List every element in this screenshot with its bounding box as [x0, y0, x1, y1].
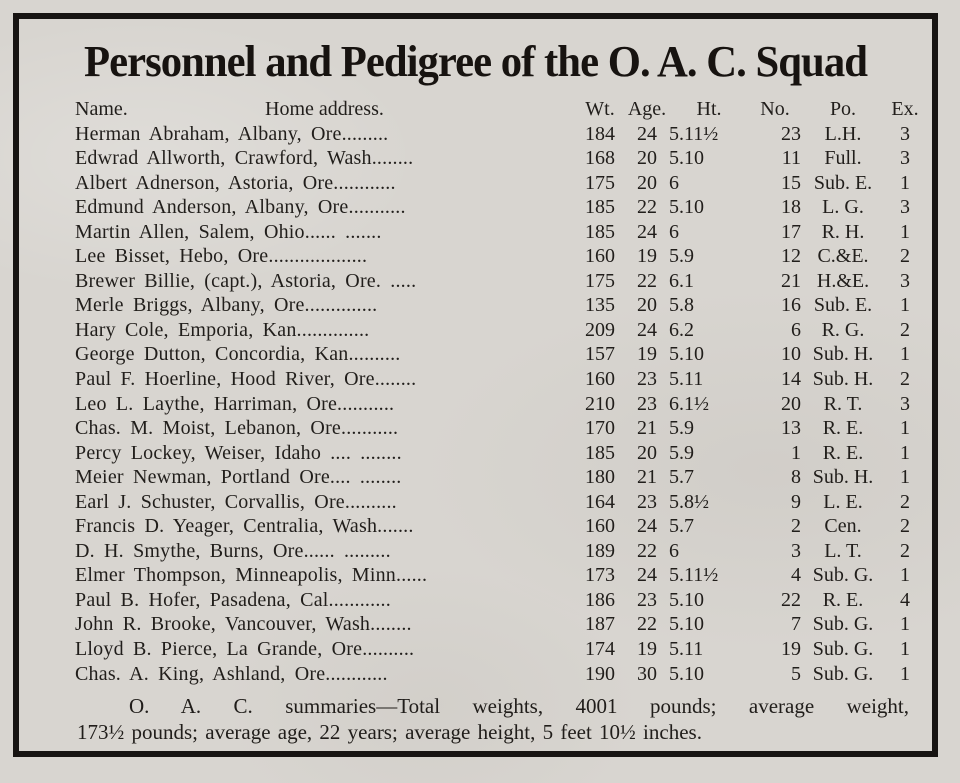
cell-experience: 3	[900, 147, 910, 170]
cell-number: 13	[781, 417, 801, 440]
cell-age: 23	[637, 368, 657, 391]
cell-weight: 160	[585, 245, 615, 268]
cell-height: 5.11½	[669, 122, 719, 145]
cell-number: 14	[781, 368, 801, 391]
cell-weight: 185	[585, 220, 615, 243]
cell-experience: 2	[900, 318, 910, 341]
cell-position: L. G.	[822, 196, 864, 219]
table-row	[75, 416, 925, 441]
cell-name-address: George Dutton, Concordia, Kan..........	[75, 343, 401, 366]
cell-position: R. E.	[822, 588, 864, 611]
cell-name-address: Paul F. Hoerline, Hood River, Ore........	[75, 368, 417, 391]
cell-name-address: Hary Cole, Emporia, Kan..............	[75, 318, 370, 341]
cell-weight: 160	[585, 368, 615, 391]
cell-age: 23	[637, 392, 657, 415]
table-row	[75, 514, 925, 539]
summary-line-1: O. A. C. summaries—Total weights, 4001 pounds; average weight,	[129, 694, 909, 719]
summary-paragraph	[77, 693, 909, 745]
cell-number: 15	[781, 171, 801, 194]
cell-number: 6	[791, 318, 801, 341]
cell-name-address: Meier Newman, Portland Ore.... ........	[75, 466, 402, 489]
cell-age: 20	[637, 171, 657, 194]
table-row	[75, 195, 925, 220]
cell-name-address: Percy Lockey, Weiser, Idaho .... ........	[75, 441, 402, 464]
squad-table-header	[75, 97, 925, 122]
cell-age: 30	[637, 662, 657, 685]
cell-position: Cen.	[824, 515, 862, 538]
header-age: Age.	[627, 98, 667, 120]
cell-age: 23	[637, 588, 657, 611]
cell-height: 5.8	[669, 294, 694, 317]
cell-weight: 157	[585, 343, 615, 366]
cell-age: 22	[637, 539, 657, 562]
cell-height: 5.10	[669, 662, 704, 685]
cell-weight: 189	[585, 539, 615, 562]
cell-experience: 2	[900, 490, 910, 513]
cell-age: 20	[637, 294, 657, 317]
header-name-address	[75, 97, 575, 122]
cell-position: L.H.	[824, 122, 862, 145]
cell-weight: 180	[585, 466, 615, 489]
table-row	[75, 171, 925, 196]
cell-height: 6.2	[669, 318, 694, 341]
cell-height: 5.7	[669, 466, 694, 489]
cell-weight: 160	[585, 515, 615, 538]
cell-position: C.&E.	[817, 245, 869, 268]
cell-weight: 190	[585, 662, 615, 685]
header-number: No.	[760, 98, 790, 120]
cell-weight: 168	[585, 147, 615, 170]
cell-number: 23	[781, 122, 801, 145]
cell-height: 6	[669, 171, 679, 194]
cell-position: R. E.	[822, 417, 864, 440]
cell-height: 5.9	[669, 441, 694, 464]
cell-name-address: Albert Adnerson, Astoria, Ore............	[75, 171, 396, 194]
table-row	[75, 465, 925, 490]
cell-name-address: Paul B. Hofer, Pasadena, Cal............	[75, 588, 391, 611]
cell-age: 19	[637, 638, 657, 661]
cell-experience: 1	[900, 466, 910, 489]
cell-number: 5	[791, 662, 801, 685]
cell-weight: 170	[585, 417, 615, 440]
cell-experience: 1	[900, 417, 910, 440]
cell-age: 24	[637, 220, 657, 243]
cell-number: 20	[781, 392, 801, 415]
cell-weight: 187	[585, 613, 615, 636]
table-row	[75, 612, 925, 637]
cell-height: 5.10	[669, 613, 704, 636]
cell-experience: 1	[900, 294, 910, 317]
cell-experience: 2	[900, 515, 910, 538]
cell-height: 5.10	[669, 588, 704, 611]
squad-table-body	[75, 122, 925, 687]
cell-name-address: Leo L. Laythe, Harriman, Ore...........	[75, 392, 395, 415]
cell-height: 5.10	[669, 147, 704, 170]
summary-line-2: 173½ pounds; average age, 22 years; average height, 5 feet 10½ inches.	[77, 720, 702, 745]
cell-experience: 1	[900, 343, 910, 366]
header-height: Ht.	[696, 98, 722, 120]
cell-age: 22	[637, 196, 657, 219]
cell-weight: 185	[585, 196, 615, 219]
cell-name-address: D. H. Smythe, Burns, Ore...... .........	[75, 539, 391, 562]
clipping-border-box	[13, 13, 938, 757]
cell-height: 6	[669, 220, 679, 243]
header-position: Po.	[829, 98, 857, 120]
table-row	[75, 122, 925, 147]
cell-experience: 1	[900, 638, 910, 661]
cell-height: 5.10	[669, 343, 704, 366]
cell-number: 2	[791, 515, 801, 538]
cell-name-address: Lloyd B. Pierce, La Grande, Ore..........	[75, 638, 415, 661]
cell-age: 21	[637, 466, 657, 489]
table-row	[75, 318, 925, 343]
header-experience: Ex.	[891, 98, 919, 120]
squad-table	[75, 97, 925, 686]
cell-experience: 2	[900, 539, 910, 562]
cell-age: 22	[637, 613, 657, 636]
cell-number: 17	[781, 220, 801, 243]
cell-number: 16	[781, 294, 801, 317]
header-row	[75, 97, 925, 122]
cell-name-address: Merle Briggs, Albany, Ore..............	[75, 294, 378, 317]
cell-number: 18	[781, 196, 801, 219]
cell-name-address: Elmer Thompson, Minneapolis, Minn......	[75, 564, 428, 587]
cell-experience: 3	[900, 392, 910, 415]
cell-height: 6.1½	[669, 392, 709, 415]
cell-position: R. G.	[821, 318, 865, 341]
cell-number: 4	[791, 564, 801, 587]
cell-age: 24	[637, 122, 657, 145]
table-row	[75, 662, 925, 687]
cell-number: 12	[781, 245, 801, 268]
cell-position: R. H.	[821, 220, 865, 243]
cell-weight: 185	[585, 441, 615, 464]
cell-position: Sub. H.	[812, 343, 874, 366]
cell-weight: 164	[585, 490, 615, 513]
cell-height: 5.11	[669, 368, 704, 391]
cell-age: 24	[637, 564, 657, 587]
header-name: Name.	[75, 98, 128, 120]
cell-position: R. E.	[822, 441, 864, 464]
cell-number: 1	[791, 441, 801, 464]
cell-number: 8	[791, 466, 801, 489]
cell-age: 21	[637, 417, 657, 440]
cell-name-address: Chas. M. Moist, Lebanon, Ore...........	[75, 417, 399, 440]
cell-position: L. T.	[824, 539, 862, 562]
cell-weight: 173	[585, 564, 615, 587]
cell-experience: 1	[900, 613, 910, 636]
cell-weight: 210	[585, 392, 615, 415]
cell-experience: 1	[900, 564, 910, 587]
cell-experience: 1	[900, 220, 910, 243]
table-row	[75, 146, 925, 171]
table-row	[75, 367, 925, 392]
cell-number: 19	[781, 638, 801, 661]
cell-experience: 3	[900, 196, 910, 219]
cell-position: L. E.	[823, 490, 863, 513]
cell-position: Sub. G.	[812, 613, 874, 636]
table-row	[75, 220, 925, 245]
page-title: Personnel and Pedigree of the O. A. C. Squad	[84, 37, 867, 86]
cell-number: 7	[791, 613, 801, 636]
cell-name-address: Brewer Billie, (capt.), Astoria, Ore. .....	[75, 269, 417, 292]
table-row	[75, 293, 925, 318]
cell-height: 5.7	[669, 515, 694, 538]
cell-weight: 186	[585, 588, 615, 611]
cell-height: 6	[669, 539, 679, 562]
cell-number: 22	[781, 588, 801, 611]
table-row	[75, 490, 925, 515]
table-row	[75, 563, 925, 588]
cell-weight: 184	[585, 122, 615, 145]
cell-experience: 1	[900, 171, 910, 194]
cell-age: 19	[637, 343, 657, 366]
cell-position: Full.	[824, 147, 862, 170]
cell-name-address: Francis D. Yeager, Centralia, Wash.......	[75, 515, 414, 538]
cell-age: 24	[637, 515, 657, 538]
cell-position: H.&E.	[816, 269, 870, 292]
cell-age: 20	[637, 147, 657, 170]
table-row	[75, 637, 925, 662]
cell-number: 3	[791, 539, 801, 562]
header-home-address: Home address.	[265, 98, 384, 120]
cell-age: 24	[637, 318, 657, 341]
cell-height: 5.10	[669, 196, 704, 219]
cell-name-address: Earl J. Schuster, Corvallis, Ore..........	[75, 490, 397, 513]
cell-height: 5.9	[669, 417, 694, 440]
cell-experience: 2	[900, 368, 910, 391]
cell-name-address: Edwrad Allworth, Crawford, Wash........	[75, 147, 414, 170]
cell-weight: 135	[585, 294, 615, 317]
cell-experience: 3	[900, 122, 910, 145]
cell-age: 20	[637, 441, 657, 464]
cell-position: Sub. H.	[812, 466, 874, 489]
cell-height: 5.9	[669, 245, 694, 268]
cell-position: Sub. E.	[813, 171, 873, 194]
cell-number: 11	[781, 147, 801, 170]
cell-weight: 175	[585, 171, 615, 194]
table-row	[75, 539, 925, 564]
cell-name-address: Herman Abraham, Albany, Ore.........	[75, 122, 389, 145]
cell-age: 19	[637, 245, 657, 268]
cell-number: 21	[781, 269, 801, 292]
cell-position: Sub. H.	[812, 368, 874, 391]
cell-experience: 3	[900, 269, 910, 292]
cell-name-address: Martin Allen, Salem, Ohio...... .......	[75, 220, 382, 243]
cell-weight: 174	[585, 638, 615, 661]
cell-position: Sub. G.	[812, 638, 874, 661]
cell-age: 22	[637, 269, 657, 292]
cell-position: Sub. G.	[812, 564, 874, 587]
cell-experience: 1	[900, 662, 910, 685]
cell-height: 6.1	[669, 269, 694, 292]
header-weight: Wt.	[585, 98, 615, 120]
table-row	[75, 392, 925, 417]
cell-name-address: Chas. A. King, Ashland, Ore............	[75, 662, 388, 685]
cell-number: 10	[781, 343, 801, 366]
table-row	[75, 441, 925, 466]
cell-height: 5.11½	[669, 564, 719, 587]
cell-height: 5.8½	[669, 490, 709, 513]
table-row	[75, 342, 925, 367]
cell-experience: 2	[900, 245, 910, 268]
cell-position: R. T.	[823, 392, 863, 415]
cell-age: 23	[637, 490, 657, 513]
cell-name-address: John R. Brooke, Vancouver, Wash........	[75, 613, 412, 636]
cell-name-address: Edmund Anderson, Albany, Ore...........	[75, 196, 406, 219]
cell-experience: 1	[900, 441, 910, 464]
cell-number: 9	[791, 490, 801, 513]
table-row	[75, 244, 925, 269]
cell-experience: 4	[900, 588, 910, 611]
cell-weight: 209	[585, 318, 615, 341]
cell-position: Sub. G.	[812, 662, 874, 685]
cell-weight: 175	[585, 269, 615, 292]
table-row	[75, 588, 925, 613]
cell-height: 5.11	[669, 638, 704, 661]
table-row	[75, 269, 925, 294]
cell-name-address: Lee Bisset, Hebo, Ore...................	[75, 245, 368, 268]
cell-position: Sub. E.	[813, 294, 873, 317]
